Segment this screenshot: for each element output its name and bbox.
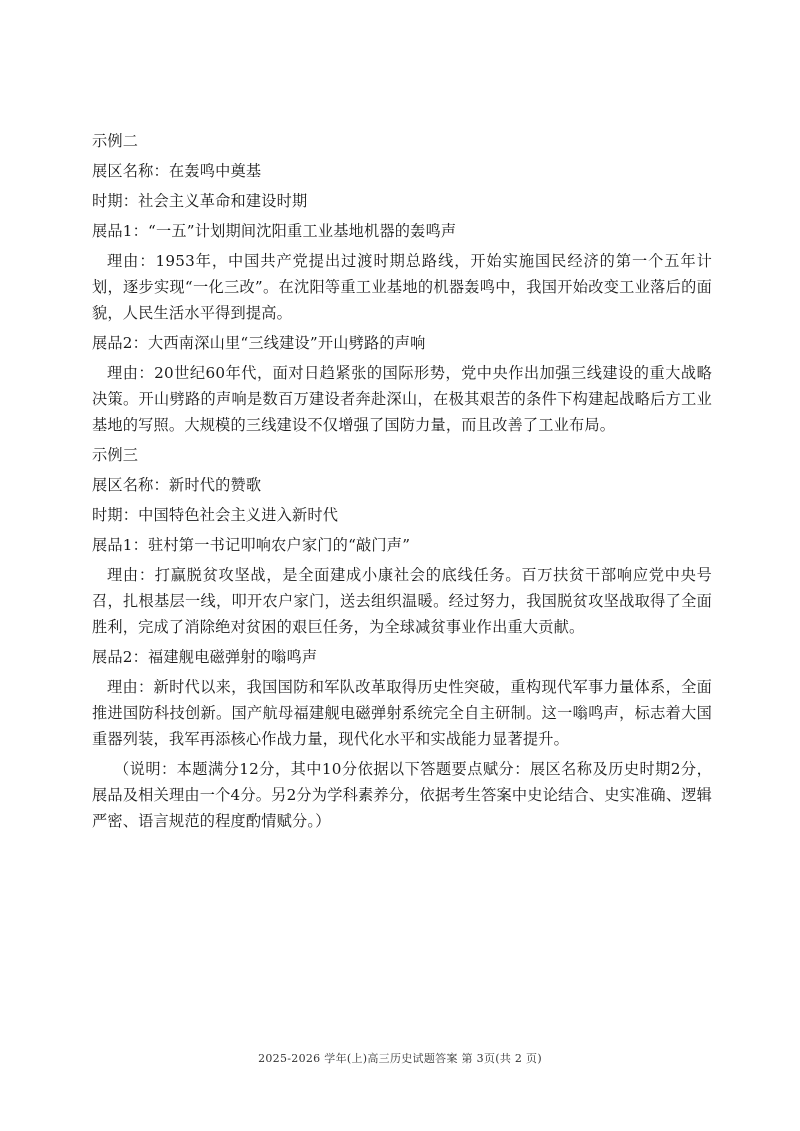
- example-two-reason-2: 理由：20世纪60年代，面对日趋紧张的国际形势，党中央作出加强三线建设的重大战略决策。开山劈路的声响是数百万建设者奔赴深山，在极其艰苦的条件下构建起战略后方工业基地的写照。大规模的三线建设不仅增强了国防力量，而且改善了工业布局。: [92, 364, 712, 434]
- example-three-zone-name: 展区名称：新时代的赞歌: [92, 476, 262, 494]
- example-three-period: 时期：中国特色社会主义进入新时代: [92, 506, 339, 524]
- scoring-note: （说明：本题满分12分，其中10分依据以下答题要点赋分：展区名称及历史时期2分，展品及相关理由一个4分。另2分为学科素养分，依据考生答案中史论结合、史实准确、逻辑严密、语言规范的程度酌情赋分。）: [92, 760, 712, 830]
- example-three-exhibit-1: 展品1：驻村第一书记叩响农户家门的“敲门声”: [92, 536, 411, 554]
- answer-content: [92, 128, 712, 838]
- example-three-reason-2: 理由：新时代以来，我国国防和军队改革取得历史性突破，重构现代军事力量体系，全面推进国防科技创新。国产航母福建舰电磁弹射系统完全自主研制。这一嗡鸣声，标志着大国重器列装，我军再添核心作战力量，现代化水平和实战能力显著提升。: [92, 678, 712, 748]
- example-two-period: 时期：社会主义革命和建设时期: [92, 192, 308, 210]
- example-two-exhibit-2: 展品2：大西南深山里“三线建设”开山劈路的声响: [92, 334, 426, 352]
- example-three-reason-1: 理由：打赢脱贫攻坚战，是全面建成小康社会的底线任务。百万扶贫干部响应党中央号召，扎根基层一线，叩开农户家门，送去组织温暖。经过努力，我国脱贫攻坚战取得了全面胜利，完成了消除绝对贫困的艰巨任务，为全球减贫事业作出重大贡献。: [92, 566, 712, 636]
- example-two-section: [92, 128, 712, 438]
- example-two-heading: 示例二: [92, 132, 139, 150]
- example-three-heading: 示例三: [92, 446, 139, 464]
- example-two-exhibit-1: 展品1：“一五”计划期间沈阳重工业基地机器的轰鸣声: [92, 222, 457, 240]
- example-two-zone-name: 展区名称：在轰鸣中奠基: [92, 162, 262, 180]
- page-footer: 2025-2026 学年(上)高三历史试题答案 第 3页(共 2 页): [258, 1052, 542, 1065]
- example-three-section: [92, 442, 712, 752]
- example-three-exhibit-2: 展品2：福建舰电磁弹射的嗡鸣声: [92, 648, 318, 666]
- example-two-reason-1: 理由：1953年，中国共产党提出过渡时期总路线，开始实施国民经济的第一个五年计划，逐步实现“一化三改”。在沈阳等重工业基地的机器轰鸣中，我国开始改变工业落后的面貌，人民生活水平得到提高。: [92, 252, 712, 322]
